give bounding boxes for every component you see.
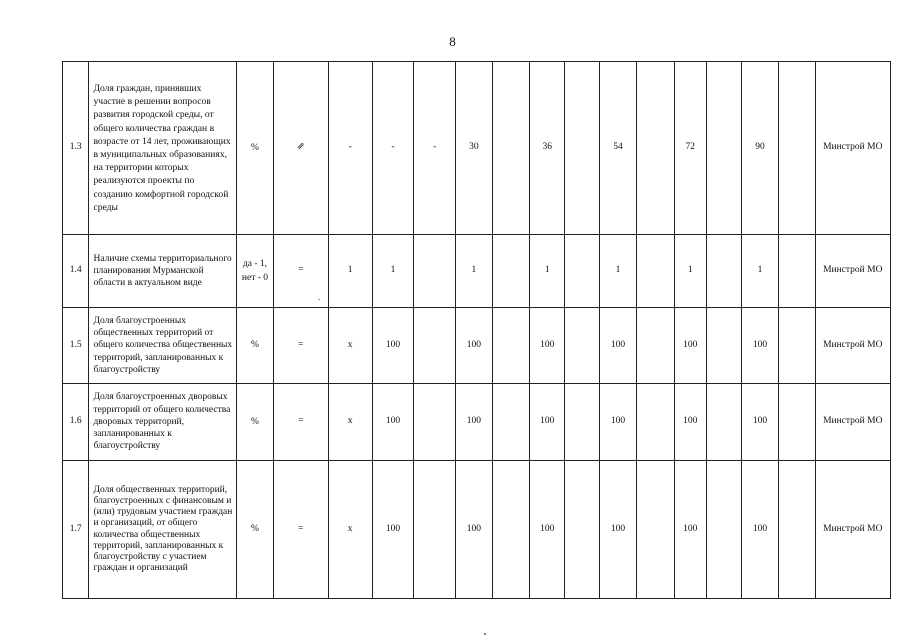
value-cell: 100 [530, 461, 565, 599]
value-cell [637, 308, 675, 384]
value-cell: - [372, 62, 414, 235]
unit-cell: % [237, 308, 274, 384]
value-cell: 1 [328, 235, 372, 308]
value-cell [637, 461, 675, 599]
trend-cell: = [273, 308, 328, 384]
value-cell: 72 [674, 62, 706, 235]
table-row [63, 384, 891, 461]
value-cell: 100 [742, 384, 779, 461]
trend-cell: = [273, 461, 328, 599]
value-cell [565, 62, 600, 235]
value-cell: 100 [372, 308, 414, 384]
value-cell: 30 [456, 62, 493, 235]
responsible-cell: Минстрой МО [815, 62, 891, 235]
value-cell: 100 [456, 461, 493, 599]
value-cell: 1 [599, 235, 637, 308]
value-cell [414, 308, 456, 384]
trend-cell: ⇗ [273, 62, 328, 235]
row-number: 1.7 [63, 461, 89, 599]
value-cell [492, 62, 530, 235]
value-cell: 100 [372, 461, 414, 599]
value-cell [565, 235, 600, 308]
value-cell: х [328, 308, 372, 384]
value-cell [565, 461, 600, 599]
value-cell: - [328, 62, 372, 235]
value-cell: 100 [456, 308, 493, 384]
indicator-description: Наличие схемы территориального планирования Мурманской области в актуальном виде [89, 235, 237, 308]
unit-cell: % [237, 62, 274, 235]
page-number: 8 [449, 34, 456, 49]
value-cell: 100 [674, 461, 706, 599]
row-number: 1.5 [63, 308, 89, 384]
value-cell [778, 235, 815, 308]
value-cell: - [414, 62, 456, 235]
responsible-cell: Минстрой МО [815, 235, 891, 308]
value-cell: 100 [530, 384, 565, 461]
value-cell: х [328, 384, 372, 461]
indicator-description: Доля граждан, принявших участие в решении вопросов развития городской среды, от общего количества граждан в возрасте от 14 лет, проживающих в муниципальных образованиях, на территории которых реализуются проекты по созданию комфортной городской среды [89, 62, 237, 235]
value-cell [706, 384, 742, 461]
unit-cell: % [237, 461, 274, 599]
value-cell [565, 308, 600, 384]
value-cell [414, 461, 456, 599]
unit-cell: % [237, 384, 274, 461]
unit-cell: да - 1, нет - 0 [237, 235, 274, 308]
value-cell [637, 62, 675, 235]
table-row [63, 308, 891, 384]
value-cell: 100 [599, 308, 637, 384]
value-cell [492, 384, 530, 461]
value-cell [414, 384, 456, 461]
row-number: 1.6 [63, 384, 89, 461]
value-cell [778, 308, 815, 384]
value-cell [706, 308, 742, 384]
value-cell: 100 [456, 384, 493, 461]
table-row [63, 62, 891, 235]
value-cell [637, 384, 675, 461]
responsible-cell: Минстрой МО [815, 308, 891, 384]
value-cell: 1 [530, 235, 565, 308]
value-cell: 1 [742, 235, 779, 308]
value-cell [414, 235, 456, 308]
value-cell: х [328, 461, 372, 599]
value-cell: 1 [372, 235, 414, 308]
value-cell: 100 [674, 384, 706, 461]
value-cell [492, 308, 530, 384]
value-cell: 100 [674, 308, 706, 384]
value-cell [492, 235, 530, 308]
value-cell [706, 461, 742, 599]
value-cell: 36 [530, 62, 565, 235]
table-row [63, 235, 891, 308]
value-cell: 1 [674, 235, 706, 308]
value-cell [637, 235, 675, 308]
value-cell: 90 [742, 62, 779, 235]
value-cell [778, 384, 815, 461]
scan-speck [484, 633, 486, 635]
trend-cell: = [273, 384, 328, 461]
responsible-cell: Минстрой МО [815, 384, 891, 461]
value-cell: 100 [742, 461, 779, 599]
responsible-cell: Минстрой МО [815, 461, 891, 599]
value-cell [778, 62, 815, 235]
indicators-table [62, 61, 891, 599]
value-cell [492, 461, 530, 599]
value-cell [706, 62, 742, 235]
row-number: 1.3 [63, 62, 89, 235]
value-cell: 100 [599, 384, 637, 461]
scan-speck [318, 299, 320, 300]
table-row [63, 461, 891, 599]
value-cell [706, 235, 742, 308]
indicator-description: Доля благоустроенных дворовых территорий от общего количества дворовых территорий, запланированных к благоустройству [89, 384, 237, 461]
value-cell: 1 [456, 235, 493, 308]
trend-cell: = [273, 235, 328, 308]
row-number: 1.4 [63, 235, 89, 308]
value-cell: 100 [372, 384, 414, 461]
value-cell: 100 [530, 308, 565, 384]
value-cell: 100 [742, 308, 779, 384]
value-cell: 54 [599, 62, 637, 235]
indicator-description: Доля общественных территорий, благоустроенных с финансовым и (или) трудовым участием граждан и организаций, от общего количества общественных территорий, запланированных к благоустройству с участием граждан и организаций [89, 461, 237, 599]
indicator-description: Доля благоустроенных общественных территорий от общего количества общественных территорий, запланированных к благоустройству [89, 308, 237, 384]
value-cell [778, 461, 815, 599]
value-cell [565, 384, 600, 461]
value-cell: 100 [599, 461, 637, 599]
